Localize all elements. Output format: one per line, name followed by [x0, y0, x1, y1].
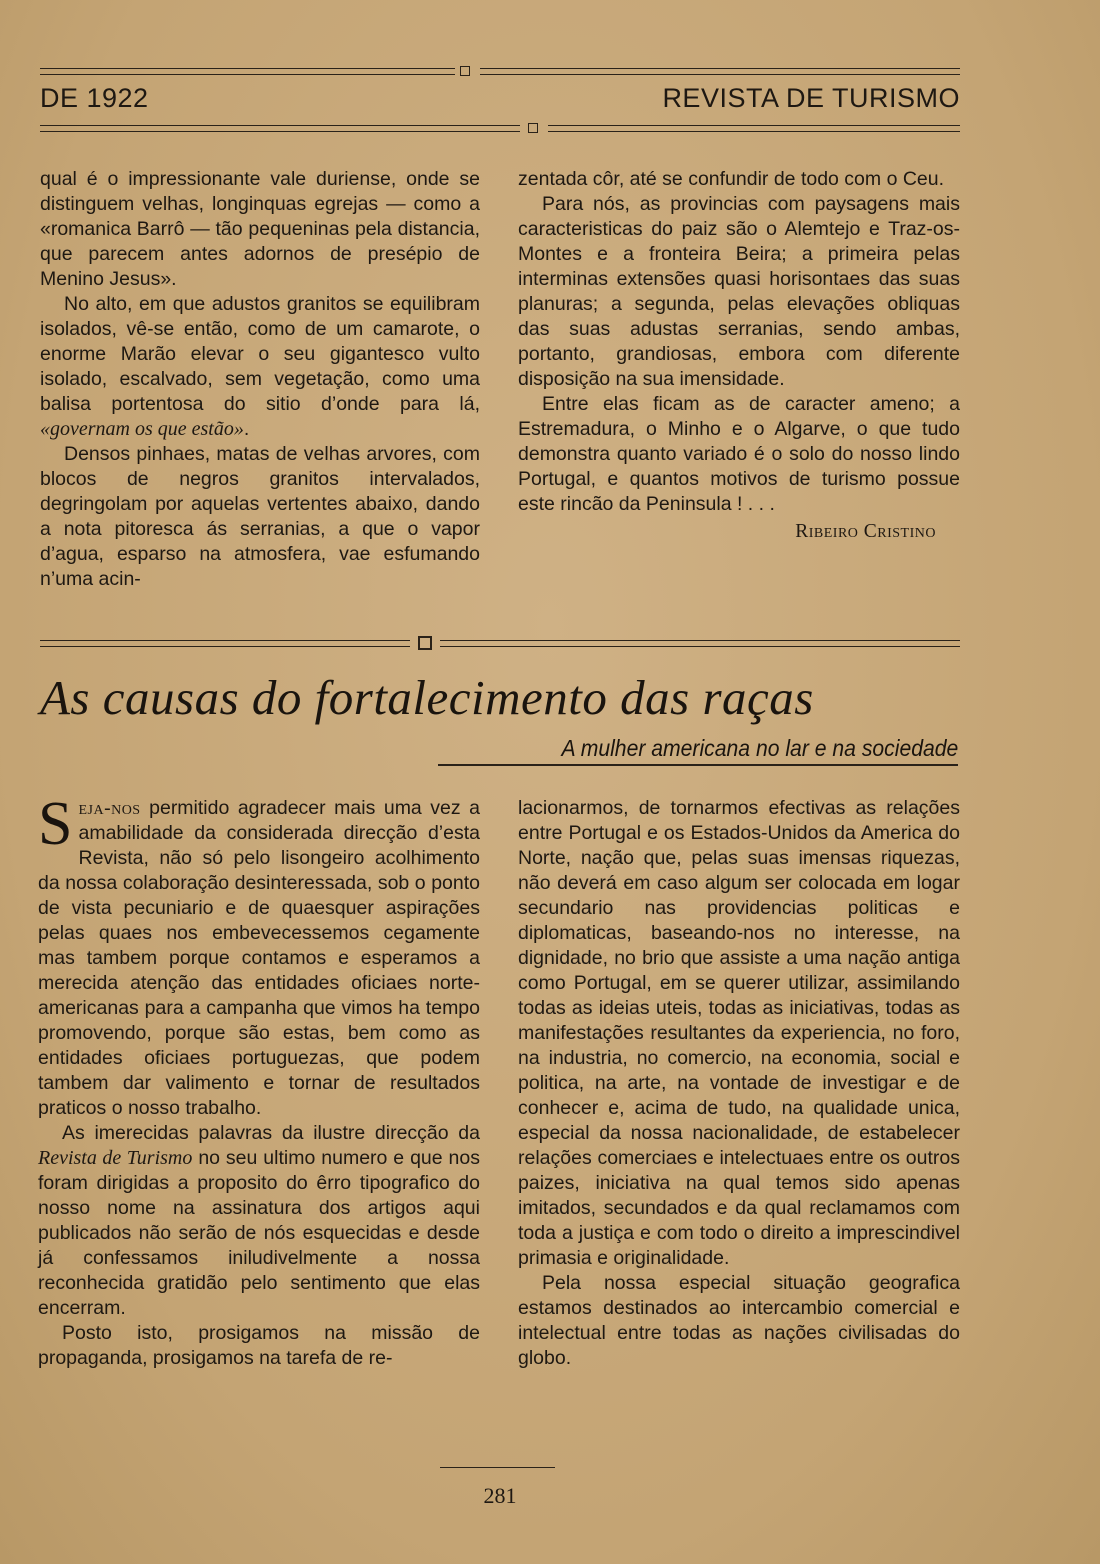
paragraph-text: As imerecidas palavras da ilustre direcção da: [62, 1122, 480, 1144]
paragraph-text: permitido agradecer mais uma vez a amabilidade da considerada direcção d’esta Revista, não só pelo lisongeiro acolhimento da nossa colaboração desinteressada, sob o ponto de vista pecuniario e de quaesquer aspirações pelas quaes nos embevecessemos cegamente mas tambem porque contamos e esperamos a merecida atenção das entidades oficiaes norte-americanas para a campanha que vimos ha tempo promovendo, porque são estas, bem como as entidades oficiaes portuguezas, que podem tambem dar valimento e tornar de resultados praticos o nosso trabalho.: [38, 797, 480, 1119]
page-number: 281: [483, 1483, 517, 1508]
header-date: DE 1922: [40, 83, 149, 113]
top-left-column: [40, 167, 480, 592]
header-top-ornament-icon: [460, 66, 470, 76]
signature: Ribeiro Cristino: [795, 521, 936, 542]
paragraph: zentada côr, até se confundir de todo com o Ceu.: [518, 168, 945, 190]
paragraph: Pela nossa especial situação geografica estamos destinados ao intercambio comercial e intelectual entre todas as nações civilisadas do globo.: [518, 1272, 960, 1369]
paragraph: Entre elas ficam as de caracter ameno; a Estremadura, o Minho e o Algarve, o que tudo demonstra quanto variado é o solo do nosso lindo Portugal, e quantos motivos de turismo possue este rincão da Peninsula ! . . .: [518, 393, 960, 515]
paragraph: lacionarmos, de tornarmos efectivas as relações entre Portugal e os Estados-Unidos da America do Norte, nação que, pelas suas imensas riquezas, não deverá em caso algum ser colocada em logar secundario nas providencias politicas e diplomaticas, baseando-nos no interesse, na dignidade, no brio que assiste a uma nação antiga como Portugal, em se querer utilizar, assimilando todas as ideias uteis, todas as iniciativas, todas as manifestações resultantes da experiencia, no foro, na industria, no comercio, na economia, social e politica, na arte, na vontade de investigar e de conhecer e, acima de tudo, na qualidade unica, especial da nossa nacionalidade, de estabelecer relações comerciaes e intelectuaes entre os outros paizes, iniciativa na qual temos sido apenas imitados, secundados e da qual reclamamos com toda a justiça e com todo o direito a imprescindivel primasia e originalidade.: [518, 797, 960, 1269]
header-magazine-title: REVISTA DE TURISMO: [662, 83, 960, 113]
paragraph: Para nós, as provincias com paysagens mais caracteristicas do paiz são o Alemtejo e Traz-os-Montes e a fronteira Beira; a primeira pelas interminas extensões quasi horisontaes das suas planuras; a segunda, pelas elevações obliquas das suas adustas serranias, sendo ambas, portanto, grandiosas, embora com diferente disposição na sua imensidade.: [518, 193, 960, 390]
article-subtitle: A mulher americana no lar e na sociedade: [561, 735, 958, 761]
paragraph: [38, 1121, 480, 1321]
drop-cap: S: [38, 790, 73, 858]
article-right-column: [518, 796, 960, 1371]
article-left-column: [38, 790, 480, 1371]
header-top-rule-right-2: [480, 74, 960, 75]
header-bottom-rule-right-2: [548, 131, 960, 132]
paragraph: Densos pinhaes, matas de velhas arvores, com blocos de negros granitos intervalados, degringolam por aquelas vertentes abaixo, dando a nota pitoresca ás serranias, a que o vapor d’agua, esparso na atmosfera, vae esfumando n’uma acin-: [40, 443, 480, 590]
section-divider-ornament-icon: [418, 636, 432, 650]
header-bottom-ornament-icon: [528, 123, 538, 133]
paragraph-text: No alto, em que adustos granitos se equilibram isolados, vê-se então, como de um camarote, o enorme Marão elevar o seu gigantesco vulto isolado, escalvado, sem vegetação, como uma balisa portentosa do sitio d’onde para lá,: [40, 293, 480, 415]
paragraph: Posto isto, prosigamos na missão de propaganda, prosigamos na tarefa de re-: [38, 1322, 480, 1369]
header-top-rule-left-2: [40, 74, 455, 75]
paragraph: [38, 790, 480, 1121]
header-bottom-rule-left: [40, 125, 520, 126]
italic-quote: «governam os que estão»: [40, 418, 244, 440]
section-divider-left-2: [40, 646, 410, 647]
header-bottom-rule-left-2: [40, 131, 520, 132]
lead-smallcaps: eja-nos: [78, 798, 141, 819]
section-divider-right: [440, 640, 960, 641]
header-bottom-rule-right: [548, 125, 960, 126]
paragraph-text: .: [243, 418, 250, 440]
footer-rule: [440, 1467, 555, 1468]
italic-magazine-name: Revista de Turismo: [38, 1147, 193, 1169]
header-top-rule-right: [480, 68, 960, 69]
section-divider-right-2: [440, 646, 960, 647]
header-top-rule-left: [40, 68, 455, 69]
paragraph-text: no seu ultimo numero e que nos foram dirigidas a proposito do êrro tipografico do nosso nome na assinatura dos artigos aqui publicados não serão de nós esquecidas e desde já confessamos iniludivelmente a nossa reconhecida gratidão pelo sentimento que elas encerram.: [38, 1147, 480, 1319]
article-title: As causas do fortalecimento das raças: [40, 670, 814, 725]
subtitle-underline: [438, 764, 958, 766]
section-divider-left: [40, 640, 410, 641]
paragraph: [40, 292, 480, 442]
paragraph: qual é o impressionante vale duriense, onde se distinguem velhas, longinquas egrejas — como a «romanica Barrô — tão pequeninas pela distancia, que parecem antes adornos de presépio de Menino Jesus».: [40, 168, 480, 290]
top-right-column: [518, 167, 960, 544]
